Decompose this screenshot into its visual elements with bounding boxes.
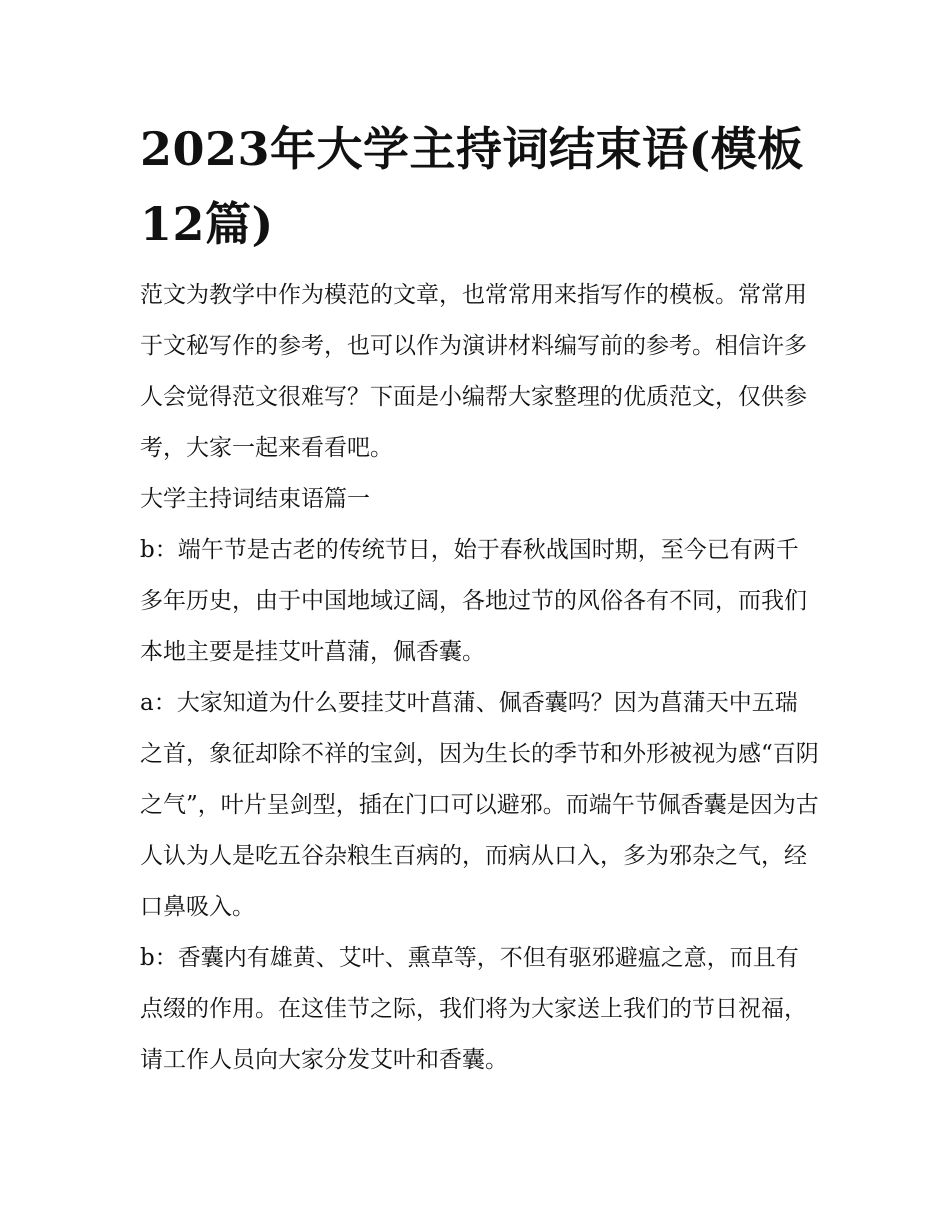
document-title: 2023年大学主持词结束语(模板12篇) (140, 122, 804, 251)
body-paragraph: a：大家知道为什么要挂艾叶菖蒲、佩香囊吗？因为菖蒲天中五瑞之首，象征却除不祥的宝剑，因为生长的季节和外形被视为感“百阴之气”，叶片呈剑型，插在门口可以避邪。而端午节佩香囊是因为古人认为人是吃五谷杂粮生百病的，而病从口入，多为邪杂之气，经口鼻吸入。 (140, 690, 819, 920)
section-heading: 大学主持词结束语篇一 (140, 486, 370, 512)
body-paragraph: b：端午节是古老的传统节日，始于春秋战国时期，至今已有两千多年历史，由于中国地域辽阔，各地过节的风俗各有不同，而我们本地主要是挂艾叶菖蒲，佩香囊。 (140, 537, 807, 665)
body-paragraph: b：香囊内有雄黄、艾叶、熏草等，不但有驱邪避瘟之意，而且有点缀的作用。在这佳节之际，我们将为大家送上我们的节日祝福，请工作人员向大家分发艾叶和香囊。 (140, 945, 807, 1073)
intro-paragraph: 范文为教学中作为模范的文章，也常常用来指写作的模板。常常用于文秘写作的参考，也可以作为演讲材料编写前的参考。相信许多人会觉得范文很难写？下面是小编帮大家整理的优质范文，仅供参考，大家一起来看看吧。 (140, 282, 807, 461)
document-body (140, 112, 820, 1086)
